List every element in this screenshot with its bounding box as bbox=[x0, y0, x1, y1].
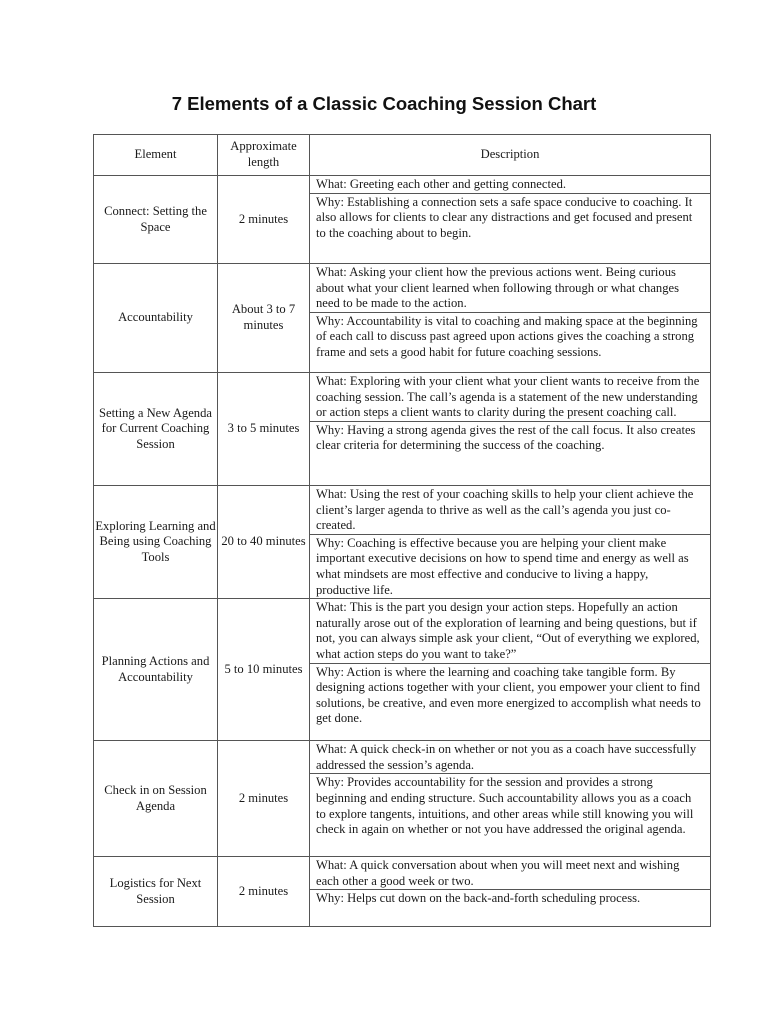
element-cell: Check in on Session Agenda bbox=[94, 741, 218, 857]
table-row bbox=[94, 599, 711, 741]
table-row bbox=[94, 373, 711, 486]
element-cell: Exploring Learning and Being using Coaching Tools bbox=[94, 486, 218, 599]
coaching-session-table bbox=[93, 134, 711, 927]
header-description: Description bbox=[310, 135, 711, 176]
description-cell bbox=[310, 857, 711, 927]
length-cell: 3 to 5 minutes bbox=[218, 373, 310, 486]
length-cell: 20 to 40 minutes bbox=[218, 486, 310, 599]
element-cell: Setting a New Agenda for Current Coaching Session bbox=[94, 373, 218, 486]
header-length: Approximate length bbox=[218, 135, 310, 176]
description-cell bbox=[310, 486, 711, 599]
page-title: 7 Elements of a Classic Coaching Session Chart bbox=[171, 93, 597, 114]
why-text: Why: Accountability is vital to coaching and making space at the beginning of each call to discuss past agreed upon actions gives the coaching a strong frame and sets a good habit for future coaching sessions. bbox=[310, 312, 710, 361]
what-text: What: Using the rest of your coaching skills to help your client achieve the client’s larger agenda to thrive as well as the call’s agenda you just co-created. bbox=[316, 487, 694, 533]
why-text: Why: Coaching is effective because you are helping your client make important executive decisions on how to spend time and energy as well as what mindsets are most effective and conducive to living a happy, productive life. bbox=[310, 534, 710, 598]
description-cell bbox=[310, 599, 711, 741]
what-text: What: A quick conversation about when you will meet next and wishing each other a good week or two. bbox=[316, 858, 680, 888]
element-cell: Accountability bbox=[94, 264, 218, 373]
length-cell: 5 to 10 minutes bbox=[218, 599, 310, 741]
element-cell: Planning Actions and Accountability bbox=[94, 599, 218, 741]
why-text: Why: Establishing a connection sets a safe space conducive to coaching. It also allows for clients to clear any distractions and get focused and present to the coaching about to begin. bbox=[310, 193, 710, 242]
why-text: Why: Provides accountability for the session and provides a strong beginning and ending structure. Such accountability allows you as a coach to explore tangents, intuitions, and other areas while still knowing you will check in again on whether or not you have addressed the original agenda. bbox=[310, 773, 710, 837]
why-text: Why: Action is where the learning and coaching take tangible form. By designing actions together with your client, you empower your client to find solutions, be creative, and even more energized to accomplish what needs to get done. bbox=[310, 663, 710, 727]
length-cell: 2 minutes bbox=[218, 857, 310, 927]
what-text: What: Asking your client how the previous actions went. Being curious about what your client learned when following through or what changes need to be made to the action. bbox=[316, 265, 680, 311]
element-cell: Connect: Setting the Space bbox=[94, 176, 218, 264]
description-cell bbox=[310, 176, 711, 264]
description-cell bbox=[310, 741, 711, 857]
table-row bbox=[94, 264, 711, 373]
length-cell: 2 minutes bbox=[218, 176, 310, 264]
why-text: Why: Having a strong agenda gives the rest of the call focus. It also creates clear criteria for determining the success of the coaching. bbox=[310, 421, 710, 454]
what-text: What: A quick check-in on whether or not you as a coach have successfully addressed the session’s agenda. bbox=[316, 742, 697, 772]
description-cell bbox=[310, 373, 711, 486]
table-row bbox=[94, 176, 711, 264]
table-row bbox=[94, 486, 711, 599]
what-text: What: Greeting each other and getting connected. bbox=[316, 177, 567, 191]
description-cell bbox=[310, 264, 711, 373]
table-row bbox=[94, 741, 711, 857]
what-text: What: This is the part you design your action steps. Hopefully an action naturally arose out of the exploration of learning and being questions, but if not, you can always simple ask your client, “Out of everything we explored, what action steps do you want to take?” bbox=[316, 600, 700, 661]
table-header-row bbox=[94, 135, 711, 176]
what-text: What: Exploring with your client what your client wants to receive from the coaching session. The call’s agenda is a statement of the new understanding or action steps a client wants to clarity during the present coaching call. bbox=[316, 374, 700, 420]
length-cell: 2 minutes bbox=[218, 741, 310, 857]
element-cell: Logistics for Next Session bbox=[94, 857, 218, 927]
length-cell: About 3 to 7 minutes bbox=[218, 264, 310, 373]
table-row bbox=[94, 857, 711, 927]
header-element: Element bbox=[94, 135, 218, 176]
why-text: Why: Helps cut down on the back-and-forth scheduling process. bbox=[310, 889, 710, 907]
